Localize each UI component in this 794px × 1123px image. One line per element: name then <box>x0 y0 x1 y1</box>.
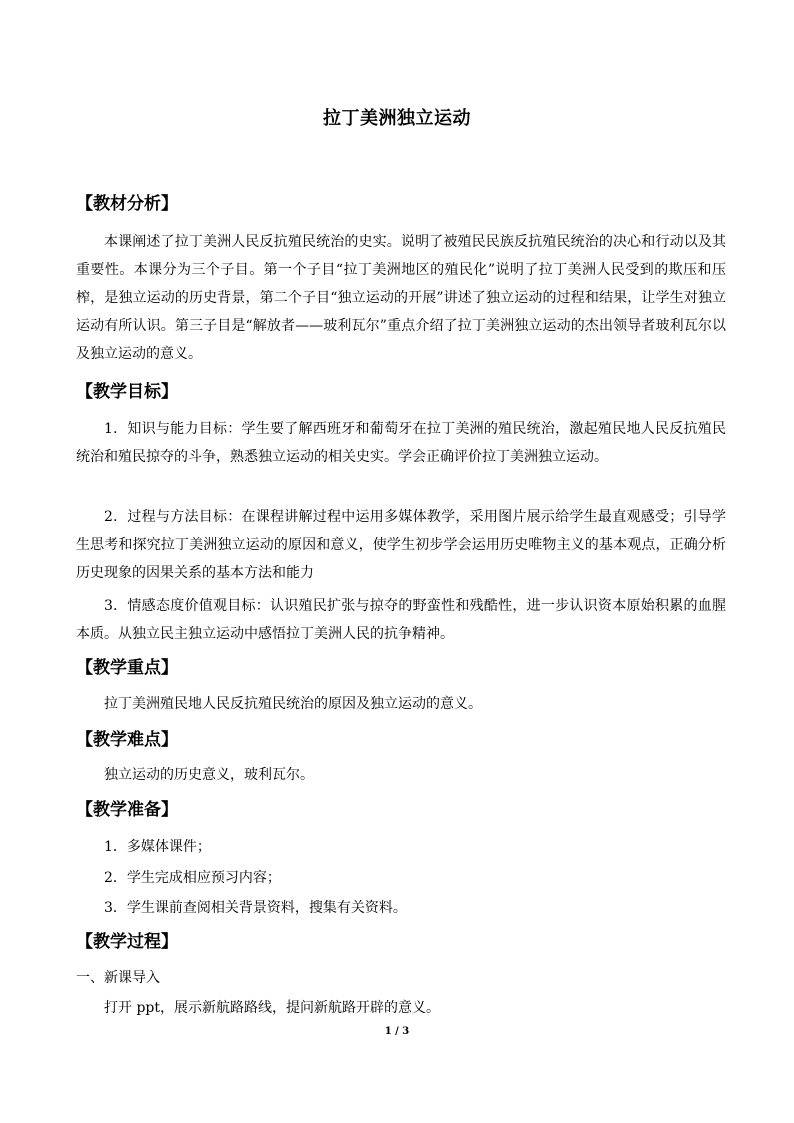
difficulties-text: 独立运动的历史意义，玻利瓦尔。 <box>104 767 314 783</box>
heading-analysis: 【教材分析】 <box>76 194 178 214</box>
heading-key-points: 【教学重点】 <box>76 658 178 678</box>
process-subheading: 一、新课导入 <box>76 970 160 986</box>
preparation-item-3: 3．学生课前查阅相关背景资料，搜集有关资料。 <box>104 900 407 916</box>
heading-process: 【教学过程】 <box>76 932 178 952</box>
heading-difficulties: 【教学难点】 <box>76 730 178 750</box>
goal-item-3: 3．情感态度价值观目标：认识殖民扩张与掠夺的野蛮性和残酷性，进一步认识资本原始积累的血腥本质。从独立民主独立运动中感悟拉丁美洲人民的抗争精神。 <box>76 598 726 642</box>
goal-item-2: 2．过程与方法目标：在课程讲解过程中运用多媒体教学，采用图片展示给学生最直观感受；引导学生思考和探究拉丁美洲独立运动的原因和意义，使学生初步学会运用历史唯物主义的基本观点，正确分析历史现象的因果关系的基本方法和能力 <box>76 509 726 581</box>
page-number: 1 / 3 <box>384 1026 410 1037</box>
goal-item-1: 1．知识与能力目标：学生要了解西班牙和葡萄牙在拉丁美洲的殖民统治，激起殖民地人民反抗殖民统治和殖民掠夺的斗争，熟悉独立运动的相关史实。学会正确评价拉丁美洲独立运动。 <box>76 421 726 465</box>
heading-preparation: 【教学准备】 <box>76 800 178 820</box>
key-points-text: 拉丁美洲殖民地人民反抗殖民统治的原因及独立运动的意义。 <box>104 696 482 712</box>
document-title: 拉丁美洲独立运动 <box>323 108 471 129</box>
paragraph-analysis: 本课阐述了拉丁美洲人民反抗殖民统治的史实。说明了被殖民民族反抗殖民统治的决心和行动以及其重要性。本课分为三个子目。第一个子目“拉丁美洲地区的殖民化”说明了拉丁美洲人民受到的欺压和压榨，是独立运动的历史背景，第二个子目“独立运动的开展”讲述了独立运动的过程和结果，让学生对独立运动有所认识。第三子目是“解放者——玻利瓦尔”重点介绍了拉丁美洲独立运动的杰出领导者玻利瓦尔以及独立运动的意义。 <box>76 234 726 362</box>
heading-goals: 【教学目标】 <box>76 382 178 402</box>
preparation-item-1: 1．多媒体课件； <box>104 839 211 855</box>
process-text: 打开 ppt，展示新航路路线，提问新航路开辟的意义。 <box>104 1000 440 1016</box>
preparation-item-2: 2．学生完成相应预习内容； <box>104 870 281 886</box>
